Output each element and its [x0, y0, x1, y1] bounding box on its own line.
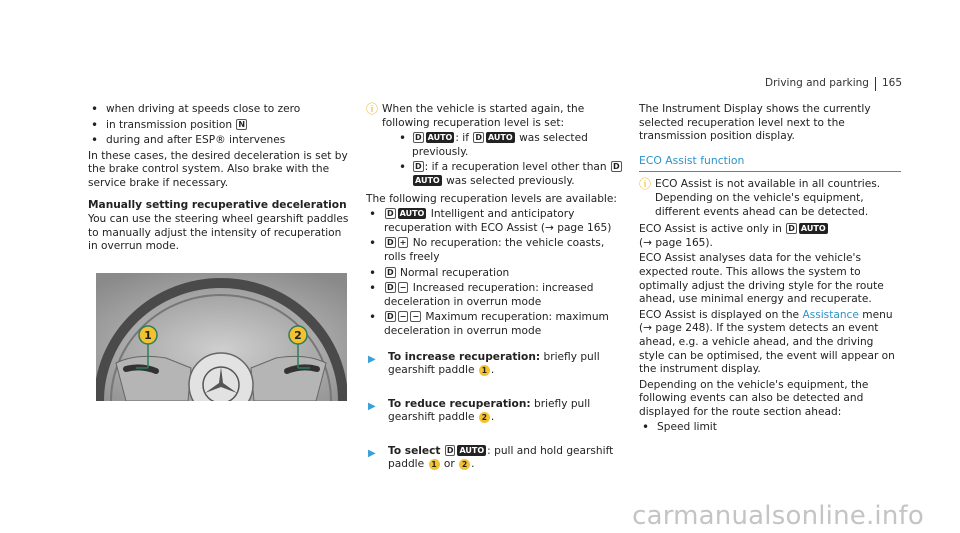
step-lead: To increase recuperation: — [388, 350, 541, 363]
text: No recuperation: the vehicle coasts, rolls freely — [384, 237, 605, 263]
text: or — [443, 458, 455, 471]
events-list — [639, 421, 901, 435]
section-name: Driving and parking — [765, 77, 869, 90]
page-number: 165 — [881, 77, 902, 90]
key-d-icon: D — [387, 312, 394, 322]
key-minus-icon: − — [399, 312, 407, 322]
step-arrow-icon: ▶ — [368, 353, 376, 365]
list-item — [366, 282, 624, 309]
list-item: • Speed limit — [639, 421, 901, 435]
paragraph: The following recuperation levels are available: — [366, 192, 617, 205]
step-text: : pull and hold gearshift paddle — [388, 444, 614, 471]
text: . — [490, 411, 495, 424]
key-auto-icon: AUTO — [399, 209, 425, 219]
note-text: ECO Assist is not available in all countries. Depending on the vehicle's equipment, different events ahead can be detected. — [655, 178, 881, 218]
note — [366, 103, 624, 189]
key-d-icon: D — [387, 283, 394, 293]
key-d-icon: D — [446, 445, 454, 455]
assistance-link[interactable]: Assistance — [802, 308, 859, 321]
key-n-icon: N — [238, 119, 246, 129]
text: was selected previously. — [412, 132, 588, 158]
callout-2 — [289, 326, 307, 344]
step-arrow-icon: ▶ — [368, 400, 376, 412]
list-item — [366, 267, 624, 281]
text: : if — [455, 132, 469, 145]
list-item — [366, 237, 624, 264]
key-auto-icon: AUTO — [487, 133, 513, 143]
list-item: • during and after ESP® intervenes — [88, 134, 350, 148]
text: ECO Assist is displayed on the — [639, 308, 800, 321]
text: ECO Assist is active only in — [639, 223, 782, 236]
step-select — [366, 435, 624, 482]
callout-ref: 1 — [479, 365, 490, 376]
text: . — [490, 364, 495, 377]
step-lead: To select — [388, 444, 441, 457]
key-auto-icon: AUTO — [415, 175, 440, 185]
list-item — [366, 208, 624, 235]
page-header — [765, 77, 902, 91]
header-divider — [875, 77, 876, 91]
conditions-list — [88, 103, 350, 148]
note — [639, 178, 901, 219]
section-heading: Manually setting recuperative deceleration — [88, 198, 347, 211]
callout-ref: 2 — [479, 412, 490, 423]
svg-text:1: 1 — [144, 329, 152, 342]
key-auto-icon: AUTO — [427, 133, 453, 143]
step-increase — [366, 341, 624, 388]
key-d-icon: D — [475, 133, 482, 143]
step-lead: To reduce recuperation: — [388, 397, 531, 410]
page-reference[interactable]: (→ page 165). — [639, 236, 713, 249]
paragraph — [639, 309, 901, 377]
key-auto-icon: AUTO — [800, 224, 826, 234]
list-item: • when driving at speeds close to zero — [88, 103, 350, 117]
text: . — [471, 458, 475, 471]
step-reduce — [366, 388, 624, 435]
paragraph — [639, 223, 901, 250]
key-d-icon: D — [415, 162, 422, 172]
column-2 — [366, 103, 624, 482]
text: Normal recuperation — [400, 266, 510, 279]
svg-text:2: 2 — [294, 329, 302, 342]
paragraph: The Instrument Display shows the currently selected recuperation level next to the transmission position display. — [639, 103, 871, 143]
text: Intelligent and anticipatory recuperation with ECO Assist (→ page 165) — [384, 208, 612, 234]
callout-ref: 2 — [459, 459, 470, 470]
list-item — [396, 161, 624, 188]
step-arrow-icon: ▶ — [368, 447, 376, 459]
note-list — [396, 132, 624, 188]
callout-1 — [139, 326, 157, 344]
steering-wheel-illustration — [96, 273, 347, 401]
key-plus-icon: + — [399, 238, 407, 248]
text: : if a recuperation level other than — [424, 161, 607, 174]
paragraph: ECO Assist analyses data for the vehicle's expected route. This allows the system to optimally adjust the driving style for the route ahead, use minimal energy and recuperate. — [639, 252, 884, 306]
paragraph: Depending on the vehicle's equipment, the following events can also be detected and displayed for the route section ahead: — [639, 378, 869, 418]
text: Maximum recuperation: maximum deceleration in overrun mode — [384, 311, 609, 337]
text: Increased recuperation: increased deceleration in overrun mode — [384, 282, 594, 308]
column-3 — [639, 103, 901, 437]
paragraph: You can use the steering wheel gearshift paddles to manually adjust the intensity of recuperation in overrun mode. — [88, 213, 349, 253]
key-d-icon: D — [613, 162, 620, 172]
section-title: ECO Assist function — [639, 154, 901, 173]
key-d-icon: D — [387, 209, 394, 219]
key-d-icon: D — [387, 238, 394, 248]
key-d-icon: D — [415, 133, 422, 143]
list-item — [366, 311, 624, 338]
list-item: • in transmission position N — [88, 119, 350, 133]
callout-ref: 1 — [429, 459, 440, 470]
key-d-icon: D — [387, 267, 394, 277]
levels-list — [366, 208, 624, 338]
info-icon: ⓘ — [366, 102, 379, 116]
key-d-icon: D — [788, 224, 795, 234]
text: was selected previously. — [446, 174, 575, 187]
paragraph: In these cases, the desired deceleration is set by the brake control system. Also brake with the service brake if necessary. — [88, 149, 348, 189]
step-text: briefly pull gearshift paddle — [388, 397, 591, 424]
key-minus-icon: − — [412, 312, 420, 322]
steering-wheel-figure — [96, 273, 347, 401]
watermark: carmanualsonline.info — [632, 501, 924, 532]
column-1 — [88, 103, 350, 256]
info-icon: ⓘ — [639, 177, 652, 192]
list-item — [396, 132, 624, 159]
key-minus-icon: − — [399, 283, 407, 293]
text: menu (→ page 248). If the system detects an event ahead, e.g. a vehicle ahead, and the driving style can be optimised, the event will appear on the instrument display. — [639, 308, 895, 376]
key-auto-icon: AUTO — [459, 445, 485, 455]
step-text: briefly pull gearshift paddle — [388, 350, 600, 377]
note-text: When the vehicle is started again, the following recuperation level is set: — [382, 103, 585, 129]
